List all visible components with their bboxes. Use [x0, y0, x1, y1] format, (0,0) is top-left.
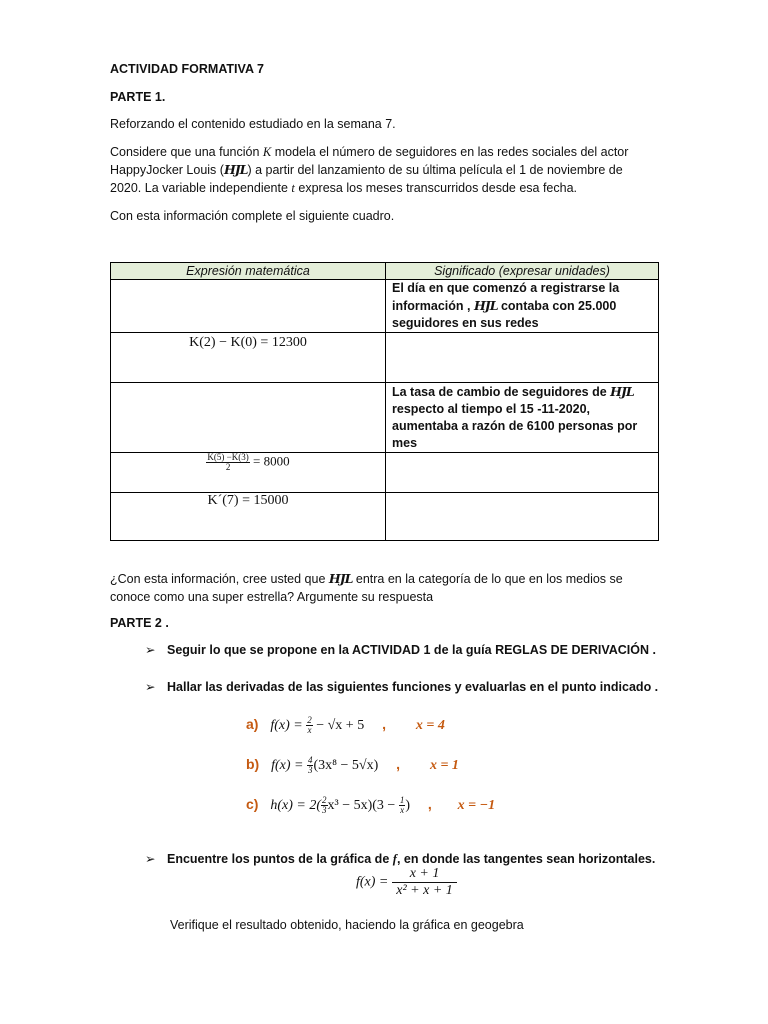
- verify-instruction: Verifique el resultado obtenido, haciendo la gráfica en geogebra: [170, 918, 524, 932]
- exercise-c: c) h(x) = 2( $\frac{2}{3}$ x³ − 5x)(3 − $\frac{1}{x}$ ) , x = −1: [246, 795, 496, 815]
- rational-function: f(x) = $\frac{x + 1}{\text{x² + x + 1}}$: [356, 866, 457, 899]
- parte1-heading: PARTE 1.: [110, 90, 166, 104]
- arrow-bullet-icon: ➢: [145, 643, 156, 657]
- bullet-item: ➢ Hallar las derivadas de las siguientes funciones y evaluarlas en el punto indicado .: [145, 680, 659, 694]
- arrow-bullet-icon: ➢: [145, 680, 156, 694]
- parte1-intro: Reforzando el contenido estudiado en la semana 7.: [110, 117, 396, 131]
- table-cell-expresion: K(2) − K(0) = 12300: [111, 333, 386, 383]
- exercise-b: b) f(x) = $\frac{4}{3}$ (3x⁸ − 5√x) , x = 1: [246, 755, 459, 775]
- arrow-bullet-icon: ➢: [145, 852, 156, 866]
- parte1-instruction: Con esta información complete el siguiente cuadro.: [110, 209, 395, 223]
- parte1-paragraph: Considere que una función K modela el número de seguidores en las redes sociales del actor HappyJocker Louis (HJL) a partir del lanzamiento de su última película el 1 de noviembre de 2020. La variable independiente t expresa los meses transcurridos desde esa fecha.: [110, 145, 629, 195]
- table-cell-expresion: K´(7) = 15000: [111, 493, 386, 541]
- table-row: [111, 383, 659, 453]
- parte2-heading: PARTE 2 .: [110, 616, 169, 630]
- table-cell-expresion: $\frac{K(5) -K(3)}{2}$ = 8000: [111, 453, 386, 493]
- page-title: ACTIVIDAD FORMATIVA 7: [110, 62, 264, 76]
- table-cell-significado: La tasa de cambio de seguidores de HJL respecto al tiempo el 15 -11-2020, aumentaba a razón de 6100 personas por mes: [386, 383, 659, 453]
- bullet-item: ➢ Encuentre los puntos de la gráfica de f, en donde las tangentes sean horizontales.: [145, 852, 656, 866]
- question-paragraph: ¿Con esta información, cree usted que HJL entra en la categoría de lo que en los medios se conoce como una super estrella? Argumente su respuesta: [110, 571, 623, 604]
- table-cell-empty[interactable]: [386, 493, 659, 541]
- table-cell-empty[interactable]: [386, 453, 659, 493]
- table-row: [111, 493, 659, 541]
- table-row: [111, 453, 659, 493]
- bullet-item: ➢ Seguir lo que se propone en la ACTIVIDAD 1 de la guía REGLAS DE DERIVACIÓN .: [145, 643, 656, 657]
- table-cell-significado: El día en que comenzó a registrarse la información , HJL contaba con 25.000 seguidores en sus redes: [386, 280, 659, 333]
- cuadro-table: [110, 262, 659, 541]
- table-row: [111, 333, 659, 383]
- table-header-significado: Significado (expresar unidades): [386, 263, 659, 280]
- table-cell-empty[interactable]: [386, 333, 659, 383]
- table-header-expresion: Expresión matemática: [111, 263, 386, 280]
- hjl-logo: HJL: [223, 162, 248, 177]
- table-row: [111, 280, 659, 333]
- exercise-a: a) f(x) = $\frac{2}{x}$ − √x + 5 , x = 4: [246, 715, 445, 735]
- table-cell-empty[interactable]: [111, 280, 386, 333]
- table-cell-empty[interactable]: [111, 383, 386, 453]
